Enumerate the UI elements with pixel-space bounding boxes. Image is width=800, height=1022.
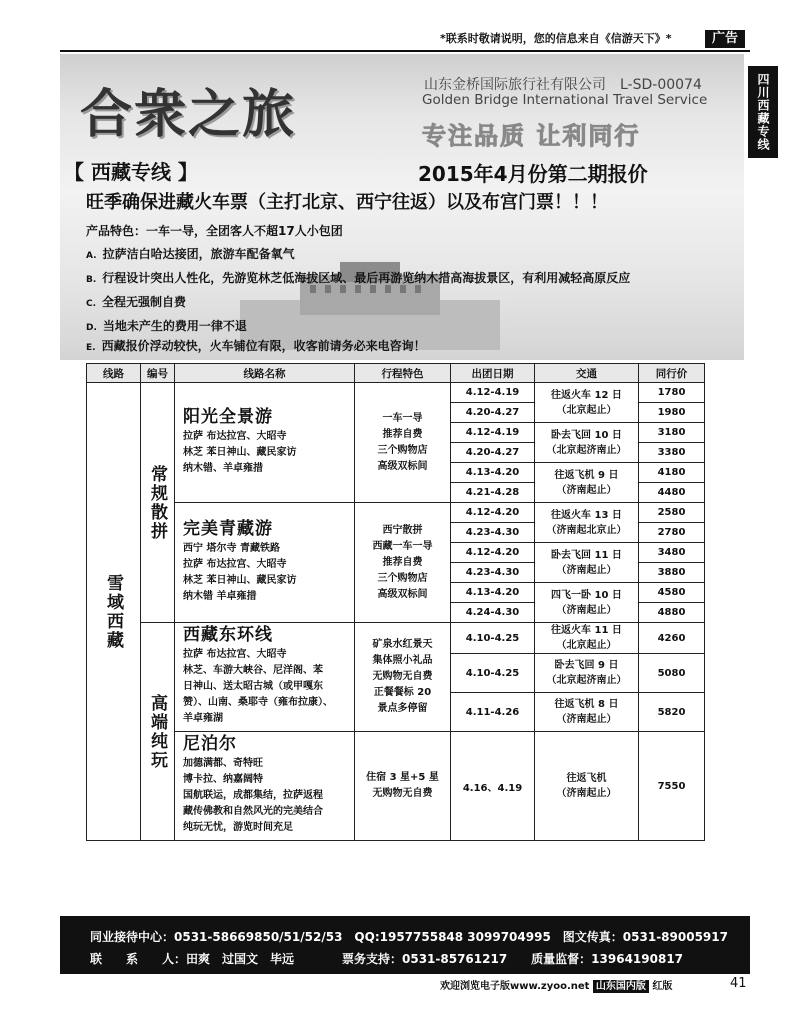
date-cell: 4.12-4.20 (451, 503, 535, 523)
date-cell: 4.12-4.20 (451, 543, 535, 563)
feature-item: A. 拉萨洁白哈达接团，旅游车配备氧气 (86, 247, 295, 261)
transport-cell: 往返火车 12 日 （北京起止） (535, 383, 639, 423)
date-cell: 4.11-4.26 (451, 693, 535, 732)
price-cell: 4180 (639, 463, 705, 483)
route-features-cell: 西宁散拼 西藏一车一导 推荐自费 三个购物店 高级双标间 (355, 503, 451, 623)
price-cell: 3180 (639, 423, 705, 443)
table-header-row (87, 364, 705, 383)
transport-cell: 卧去飞回 10 日 （北京起济南止） (535, 423, 639, 463)
date-cell: 4.23-4.30 (451, 523, 535, 543)
edition-tag: 山东国内版 (593, 980, 649, 993)
website-text: 欢迎浏览电子版www.zyoo.net (440, 981, 590, 992)
date-cell: 4.10-4.25 (451, 654, 535, 693)
route-name-cell: 尼泊尔 加德满都、奇特旺 博卡拉、纳嘉阔特 国航联运，成都集结，拉萨返程 藏传佛教和自然风光的完美结合 纯玩无忧，游览时间充足 (175, 732, 355, 841)
transport-cell: 往返火车 13 日 （济南起北京止） (535, 503, 639, 543)
price-cell: 2780 (639, 523, 705, 543)
header-code: 编号 (141, 364, 175, 383)
line-cell: 雪域西藏 (87, 383, 141, 841)
route-features-cell: 一车一导 推荐自费 三个购物店 高级双标间 (355, 383, 451, 503)
price-cell: 5820 (639, 693, 705, 732)
route-features-cell: 住宿 3 星+5 星 无购物无自费 (355, 732, 451, 841)
price-table (86, 363, 705, 841)
price-cell: 7550 (639, 732, 705, 841)
price-cell: 3480 (639, 543, 705, 563)
edition-color: 红版 (652, 981, 673, 992)
transport-cell: 四飞一卧 10 日 （济南起止） (535, 583, 639, 623)
header-dates: 出团日期 (451, 364, 535, 383)
date-cell: 4.21-4.28 (451, 483, 535, 503)
price-cell: 3380 (639, 443, 705, 463)
transport-cell: 往返飞机 8 日 （济南起止） (535, 693, 639, 732)
price-cell: 1780 (639, 383, 705, 403)
date-cell: 4.16、4.19 (451, 732, 535, 841)
price-cell: 1980 (639, 403, 705, 423)
footer-row-2: 联 系 人：田爽 过国文 毕远 票务支持：0531-85761217 质量监督：13964190817 (90, 952, 684, 966)
transport-cell: 卧去飞回 11 日 （济南起止） (535, 543, 639, 583)
feature-item: B. 行程设计突出人性化，先游览林芝低海拔区域、最后再游览纳木措高海拔景区，有利用减轻高原反应 (86, 271, 631, 285)
source-note: *联系时敬请说明，您的信息来自《信游天下》* (440, 32, 672, 45)
brand-logo: 合衆之旅 (80, 84, 297, 145)
date-cell: 4.12-4.19 (451, 423, 535, 443)
side-section-tab: 四川西藏专线 (748, 66, 778, 158)
price-cell: 4260 (639, 623, 705, 654)
slogan: 专注品质 让利同行 (422, 122, 641, 150)
product-feature: 产品特色：一车一导，全团客人不超17人小包团 (86, 224, 343, 238)
route-name-cell: 完美青藏游 西宁 塔尔寺 青藏铁路 拉萨 布达拉宫、大昭寺 林芝 苯日神山、藏民家访 纳木错 羊卓雍措 (175, 503, 355, 623)
ad-tag: 广告 (705, 30, 745, 48)
transport-cell: 卧去飞回 9 日 （北京起济南止） (535, 654, 639, 693)
date-cell: 4.20-4.27 (451, 403, 535, 423)
date-cell: 4.24-4.30 (451, 603, 535, 623)
feature-item: E. 西藏报价浮动较快，火车铺位有限，收客前请务必来电咨询！ (86, 339, 426, 353)
header-price: 同行价 (639, 364, 705, 383)
transport-cell: 往返飞机 （济南起止） (535, 732, 639, 841)
feature-item: D. 当地未产生的费用一律不退 (86, 319, 247, 333)
group-cell: 高端纯玩 (141, 623, 175, 841)
price-cell: 2580 (639, 503, 705, 523)
group-cell: 常规散拼 (141, 383, 175, 623)
header-transport: 交通 (535, 364, 639, 383)
header-features: 行程特色 (355, 364, 451, 383)
company-name-en: Golden Bridge International Travel Service (422, 92, 708, 108)
header-route-name: 线路名称 (175, 364, 355, 383)
transport-cell: 往返火车 11 日 （北京起止） (535, 623, 639, 654)
price-cell: 4880 (639, 603, 705, 623)
price-cell: 3880 (639, 563, 705, 583)
headline: 旺季确保进藏火车票（主打北京、西宁往返）以及布宫门票！！！ (86, 192, 608, 213)
date-cell: 4.13-4.20 (451, 583, 535, 603)
transport-cell: 往返飞机 9 日 （济南起止） (535, 463, 639, 503)
price-cell: 5080 (639, 654, 705, 693)
route-name-cell: 阳光全景游 拉萨 布达拉宫、大昭寺 林芝 苯日神山、藏民家访 纳木错、羊卓雍措 (175, 383, 355, 503)
feature-item: C. 全程无强制自费 (86, 295, 187, 309)
date-cell: 4.20-4.27 (451, 443, 535, 463)
footer-row-1: 同业接待中心：0531-58669850/51/52/53 QQ:1957755848 3099704995 图文传真：0531-89005917 (90, 930, 728, 944)
top-divider (60, 50, 750, 52)
price-cell: 4580 (639, 583, 705, 603)
route-name-cell: 西藏东环线 拉萨 布达拉宫、大昭寺 林芝、车游大峡谷、尼洋阁、苯 日神山、送太昭古城（或甲嘎东 赞）、山南、桑耶寺（雍布拉康）、 羊卓雍湖 (175, 623, 355, 732)
page-number: 41 (730, 976, 747, 991)
date-cell: 4.23-4.30 (451, 563, 535, 583)
bottom-bar (440, 977, 672, 992)
route-features-cell: 矿泉水红景天 集体照小礼品 无购物无自费 正餐餐标 20 景点多停留 (355, 623, 451, 732)
price-title: 2015年4月份第二期报价 (418, 162, 648, 186)
date-cell: 4.13-4.20 (451, 463, 535, 483)
company-name-cn: 山东金桥国际旅行社有限公司 L-SD-00074 (424, 77, 702, 93)
date-cell: 4.10-4.25 (451, 623, 535, 654)
date-cell: 4.12-4.19 (451, 383, 535, 403)
line-title: 【 西藏专线 】 (64, 160, 198, 184)
price-cell: 4480 (639, 483, 705, 503)
header-line: 线路 (87, 364, 141, 383)
footer-contact-bar (60, 916, 750, 974)
